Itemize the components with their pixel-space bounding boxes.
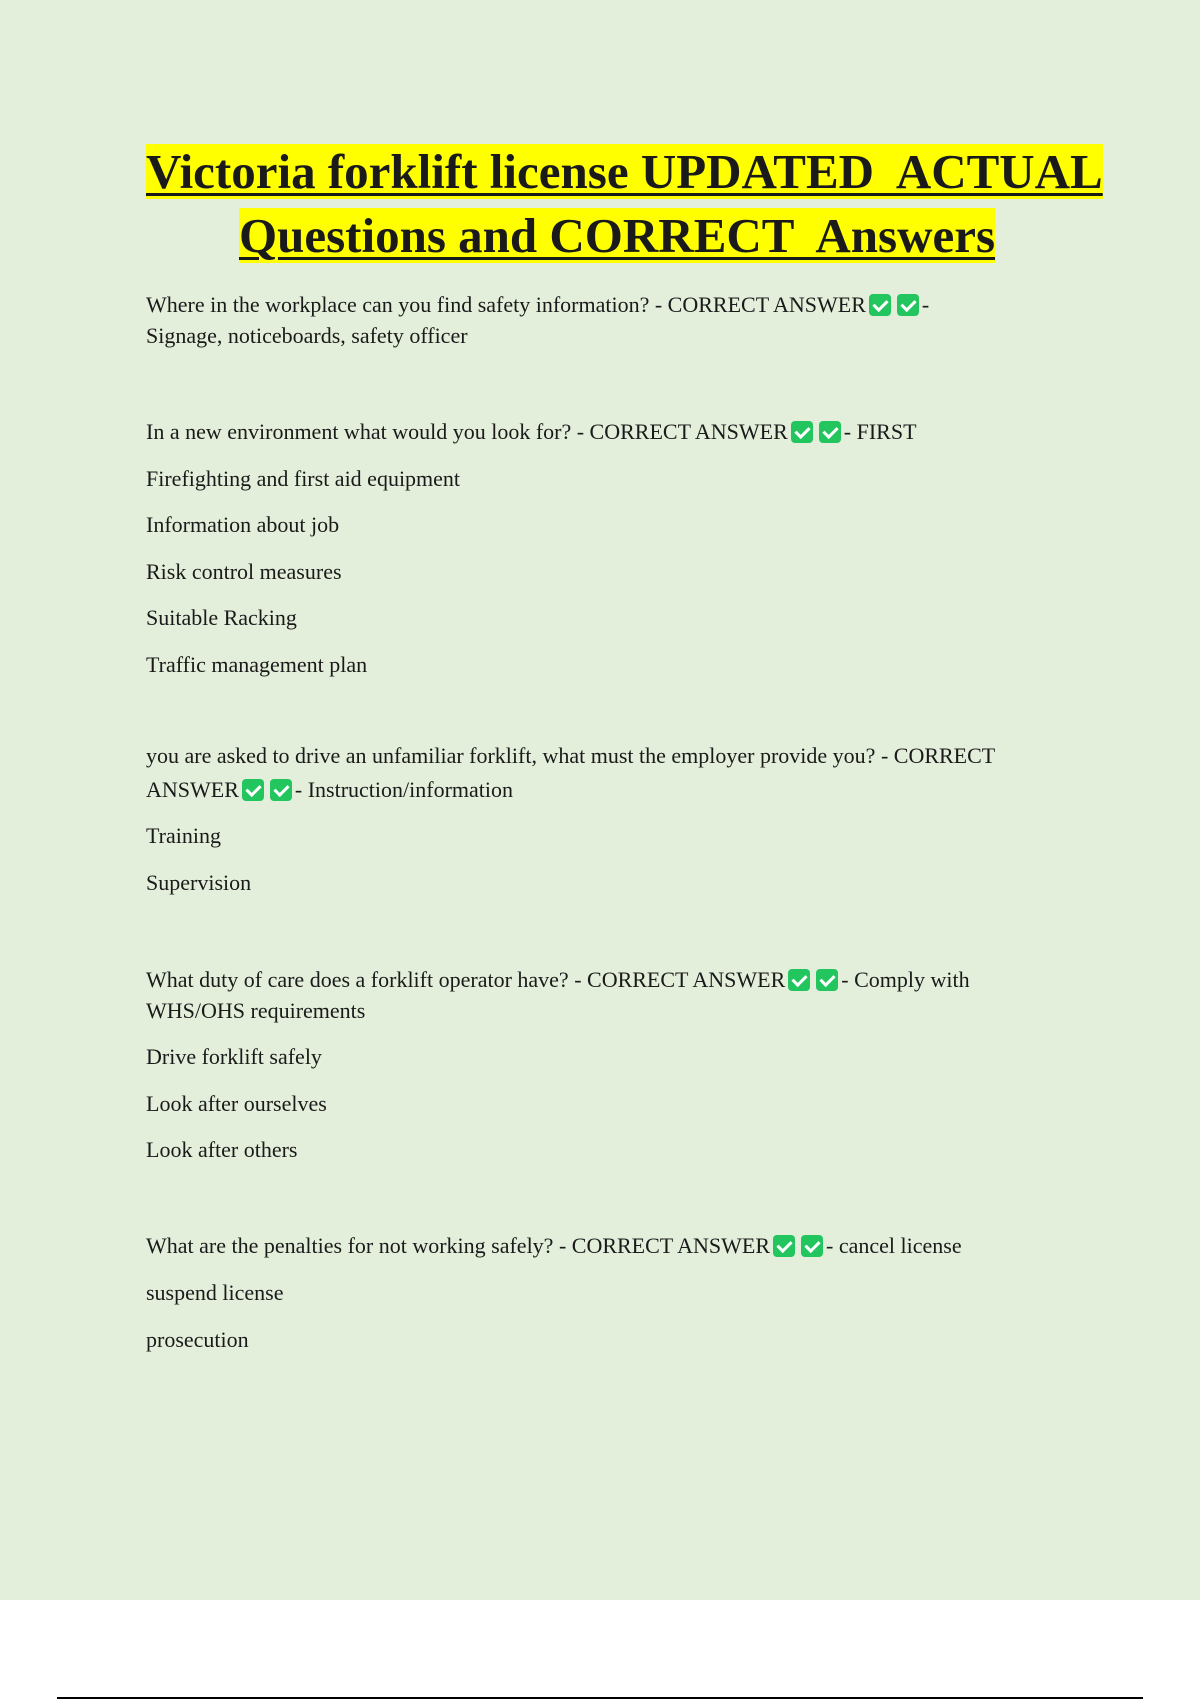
qa-question-3-cont: [146, 774, 1096, 805]
list-item: Suitable Racking: [146, 605, 297, 630]
qa-question-1: [146, 289, 1096, 320]
qa-question-5: [146, 1230, 1096, 1261]
title-line-1: Victoria forklift license UPDATED ACTUAL: [146, 144, 1103, 199]
check-icon: [270, 779, 292, 801]
list-item: Risk control measures: [146, 559, 342, 584]
question-text: What duty of care does a forklift operator have? - CORRECT ANSWER: [146, 967, 786, 992]
document-title: [146, 140, 1103, 268]
answer-text: - Instruction/information: [294, 777, 514, 802]
qa-question-3: you are asked to drive an unfamiliar forklift, what must the employer provide you? - CORRECT: [146, 743, 996, 768]
answer-text: - cancel license: [826, 1233, 962, 1258]
list-item: Look after ourselves: [146, 1091, 327, 1116]
question-text: In a new environment what would you look for? - CORRECT ANSWER: [146, 419, 788, 444]
list-item: Drive forklift safely: [146, 1044, 322, 1069]
footer-divider: [57, 1697, 1143, 1699]
answer-text: -: [921, 292, 930, 317]
list-item: Supervision: [146, 870, 252, 895]
title-line-2: Questions and CORRECT Answers: [238, 208, 996, 263]
check-icon: [819, 421, 841, 443]
check-icon: [897, 294, 919, 316]
qa-answer-1: Signage, noticeboards, safety officer: [146, 323, 468, 348]
list-item: Look after others: [146, 1137, 298, 1162]
list-item: Traffic management plan: [146, 652, 368, 677]
qa-question-4: [146, 964, 1096, 995]
question-text: ANSWER: [146, 777, 239, 802]
check-icon: [242, 779, 264, 801]
list-item: Firefighting and first aid equipment: [146, 466, 461, 491]
list-item: Information about job: [146, 512, 340, 537]
check-icon: [788, 969, 810, 991]
qa-question-2: [146, 416, 1096, 447]
check-icon: [816, 969, 838, 991]
check-icon: [773, 1235, 795, 1257]
check-icon: [801, 1235, 823, 1257]
list-item: suspend license: [146, 1280, 284, 1305]
question-text: What are the penalties for not working safely? - CORRECT ANSWER: [146, 1233, 771, 1258]
check-icon: [869, 294, 891, 316]
answer-text: - Comply with: [841, 967, 970, 992]
answer-text: - FIRST: [843, 419, 917, 444]
list-item: prosecution: [146, 1327, 249, 1352]
question-text: Where in the workplace can you find safety information? - CORRECT ANSWER: [146, 292, 866, 317]
list-item: Training: [146, 823, 221, 848]
qa-answer-4: WHS/OHS requirements: [146, 998, 366, 1023]
check-icon: [791, 421, 813, 443]
